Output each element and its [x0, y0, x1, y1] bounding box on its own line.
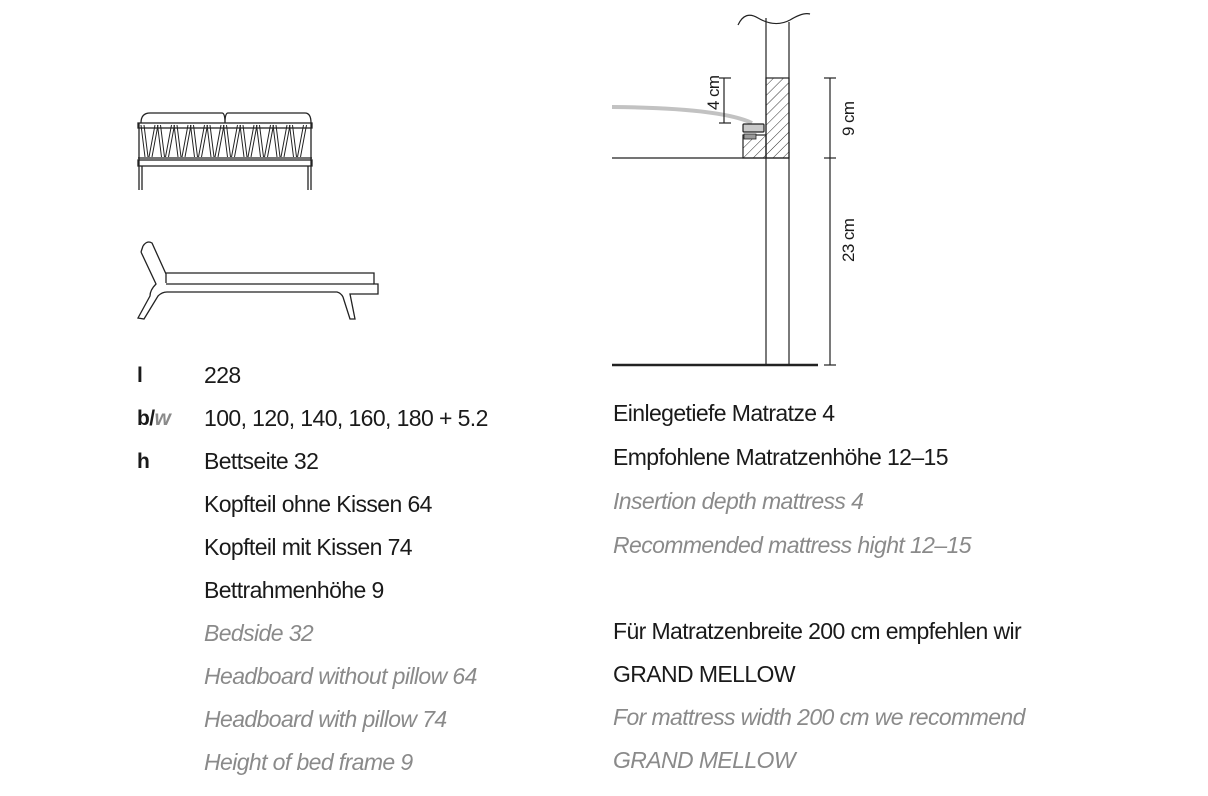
width-values: 100, 120, 140, 160, 180 + 5.2 — [204, 405, 488, 431]
height-de-1: Bettseite 32 — [204, 448, 319, 474]
dim-floor-label: 23 cm — [839, 218, 858, 262]
bed-side-view-drawing — [138, 242, 378, 319]
height-en-1: Bedside 32 — [204, 620, 314, 646]
height-en-3: Headboard with pillow 74 — [204, 706, 447, 732]
recommendation-en-2: GRAND MELLOW — [613, 747, 795, 773]
width-label-en: w — [154, 407, 171, 430]
mattress-en-1: Insertion depth mattress 4 — [613, 488, 864, 514]
height-label: h — [137, 450, 150, 473]
height-de-3: Kopfteil mit Kissen 74 — [204, 534, 412, 560]
recommendation-de-1: Für Matratzenbreite 200 cm empfehlen wir — [613, 618, 1022, 644]
length-value: 228 — [204, 362, 241, 388]
height-de-2: Kopfteil ohne Kissen 64 — [204, 491, 432, 517]
length-label: l — [137, 364, 143, 387]
height-de-4: Bettrahmenhöhe 9 — [204, 577, 384, 603]
dim-insertion-label: 4 cm — [704, 75, 723, 110]
recommendation-de-2: GRAND MELLOW — [613, 661, 795, 687]
width-label — [137, 405, 170, 433]
mattress-de-1: Einlegetiefe Matratze 4 — [613, 400, 835, 426]
mattress-section-diagram — [612, 14, 836, 365]
mattress-en-2: Recommended mattress hight 12–15 — [613, 532, 971, 558]
height-en-4: Height of bed frame 9 — [204, 749, 413, 775]
mattress-de-2: Empfohlene Matratzenhöhe 12–15 — [613, 444, 948, 470]
dim-frame-label: 9 cm — [839, 101, 858, 136]
height-en-2: Headboard without pillow 64 — [204, 663, 477, 689]
recommendation-en-1: For mattress width 200 cm we recommend — [613, 704, 1025, 730]
bed-front-view-drawing — [138, 113, 312, 190]
width-label-de: b/ — [137, 407, 155, 430]
